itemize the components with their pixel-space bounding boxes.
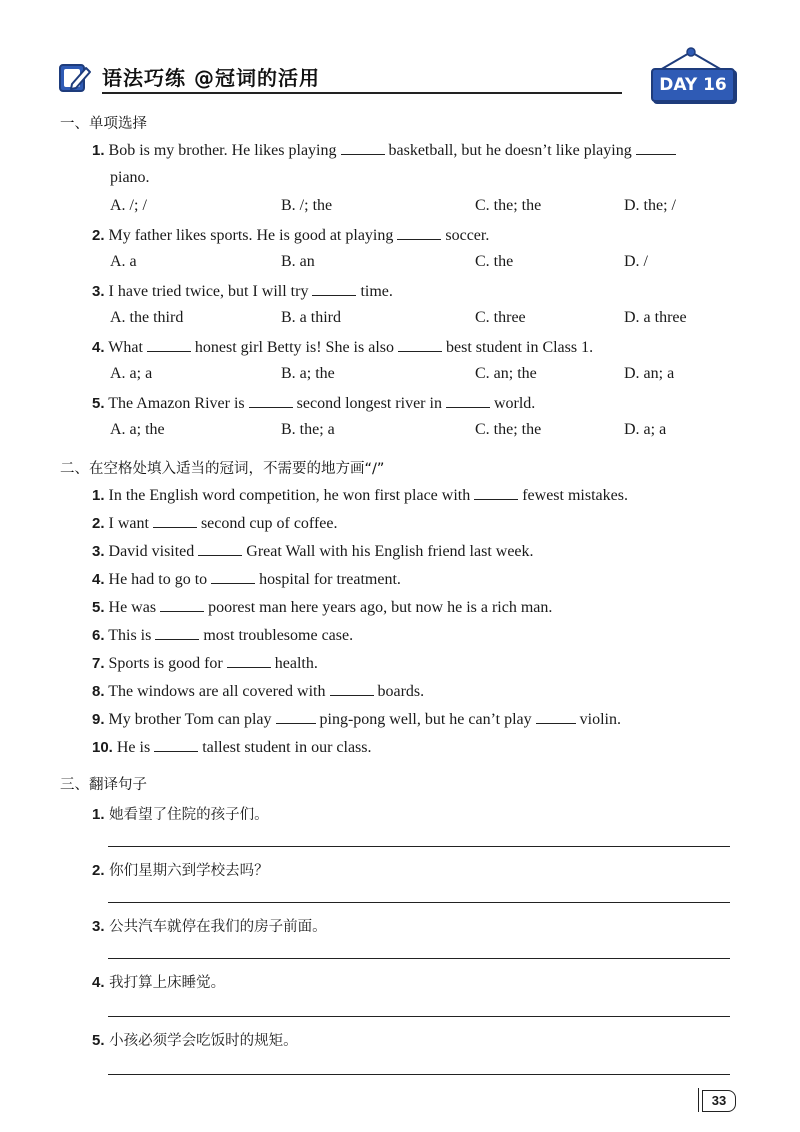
option-b[interactable]: B. an [281, 253, 315, 270]
question-3: 3. I have tried twice, but I will try time. [92, 283, 393, 300]
question-5: 5. The Amazon River is second longest river in world. [92, 395, 536, 412]
answer-blank[interactable] [446, 393, 490, 408]
answer-blank[interactable] [312, 281, 356, 296]
translate-item-3: 3. 公共汽车就停在我们的房子前面。 [92, 918, 327, 935]
option-b[interactable]: B. a third [281, 309, 341, 326]
option-b[interactable]: B. /; the [281, 197, 333, 214]
answer-blank[interactable] [227, 653, 271, 668]
section2-title: 二、在空格处填入适当的冠词，不需要的地方画“/” [60, 461, 385, 477]
translate-item-4: 4. 我打算上床睡觉。 [92, 974, 226, 991]
option-a[interactable]: A. /; / [110, 197, 147, 214]
answer-blank[interactable] [330, 681, 374, 696]
option-a[interactable]: A. a; the [110, 421, 165, 438]
option-c[interactable]: C. an; the [475, 365, 537, 382]
answer-blank[interactable] [147, 337, 191, 352]
fill-item-4: 4. He had to go to hospital for treatment. [92, 571, 401, 588]
translate-item-5: 5. 小孩必须学会吃饭时的规矩。 [92, 1032, 298, 1049]
fill-item-2: 2. I want second cup of coffee. [92, 515, 338, 532]
answer-line[interactable] [108, 1074, 730, 1075]
fill-item-1: 1. In the English word competition, he won first place with fewest mistakes. [92, 487, 628, 504]
page-number: 33 [702, 1090, 736, 1112]
option-d[interactable]: D. a; a [624, 421, 667, 438]
question-1: 1. Bob is my brother. He likes playing basketball, but he doesn’t like playing [92, 140, 676, 160]
option-a[interactable]: A. a [110, 253, 137, 270]
answer-line[interactable] [108, 846, 730, 847]
answer-blank[interactable] [160, 597, 204, 612]
answer-line[interactable] [108, 958, 730, 959]
answer-blank[interactable] [474, 485, 518, 500]
option-c[interactable]: C. three [475, 309, 526, 326]
answer-blank[interactable] [397, 225, 441, 240]
question-4: 4. What honest girl Betty is! She is also best student in Class 1. [92, 339, 594, 356]
option-c[interactable]: C. the; the [475, 421, 542, 438]
pencil-edit-icon [58, 60, 92, 94]
day-label: DAY 16 [651, 68, 735, 102]
fill-item-6: 6. This is most troublesome case. [92, 627, 354, 644]
answer-blank[interactable] [636, 140, 676, 155]
answer-blank[interactable] [153, 513, 197, 528]
answer-blank[interactable] [211, 569, 255, 584]
section1-title: 一、单项选择 [60, 116, 147, 132]
fill-item-8: 8. The windows are all covered with boards. [92, 683, 425, 700]
answer-blank[interactable] [155, 625, 199, 640]
option-b[interactable]: B. the; a [281, 421, 335, 438]
question-1-continued: piano. [110, 169, 150, 186]
answer-blank[interactable] [341, 140, 385, 155]
option-a[interactable]: A. a; a [110, 365, 153, 382]
answer-blank[interactable] [276, 709, 316, 724]
answer-blank[interactable] [536, 709, 576, 724]
fill-item-9: 9. My brother Tom can play ping-pong well, but he can’t play violin. [92, 711, 621, 728]
fill-item-10: 10. He is tallest student in our class. [92, 739, 372, 756]
fill-item-7: 7. Sports is good for health. [92, 655, 318, 672]
page-header [58, 58, 748, 108]
option-d[interactable]: D. / [624, 253, 648, 270]
answer-blank[interactable] [249, 393, 293, 408]
page-number-rule [698, 1088, 699, 1112]
answer-blank[interactable] [398, 337, 442, 352]
answer-blank[interactable] [154, 737, 198, 752]
page-title: 语法巧练 @冠词的活用 [102, 66, 320, 90]
option-d[interactable]: D. the; / [624, 197, 676, 214]
option-d[interactable]: D. an; a [624, 365, 675, 382]
option-d[interactable]: D. a three [624, 309, 687, 326]
option-b[interactable]: B. a; the [281, 365, 335, 382]
answer-line[interactable] [108, 902, 730, 903]
day-badge [648, 46, 738, 106]
title-underline [102, 92, 622, 94]
fill-item-5: 5. He was poorest man here years ago, but now he is a rich man. [92, 599, 553, 616]
answer-blank[interactable] [198, 541, 242, 556]
question-2: 2. My father likes sports. He is good at playing soccer. [92, 227, 490, 244]
answer-line[interactable] [108, 1016, 730, 1017]
fill-item-3: 3. David visited Great Wall with his English friend last week. [92, 543, 534, 560]
option-c[interactable]: C. the [475, 253, 514, 270]
option-a[interactable]: A. the third [110, 309, 184, 326]
translate-item-2: 2. 你们星期六到学校去吗？ [92, 862, 269, 879]
option-c[interactable]: C. the; the [475, 197, 542, 214]
section3-title: 三、翻译句子 [60, 777, 147, 793]
translate-item-1: 1. 她看望了住院的孩子们。 [92, 806, 269, 823]
